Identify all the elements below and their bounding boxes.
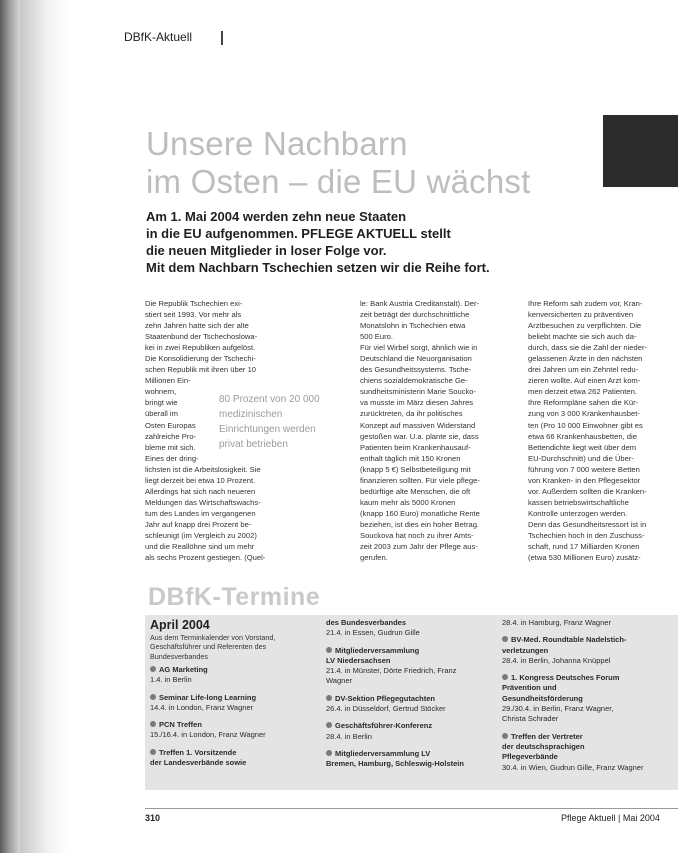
bullet-icon: [326, 750, 332, 756]
book-binding-shadow: [0, 0, 20, 853]
bullet-icon: [326, 647, 332, 653]
text-line: men derzeit etwa 262 Patienten.: [528, 387, 637, 397]
text-line: schleunigt (im Vergleich zu 2002): [145, 530, 257, 540]
event-title: Mitgliederversammlung LV: [335, 748, 431, 758]
section-label: DBfK-Aktuell: [124, 30, 193, 44]
text-line: (knapp 5 €) Selbstbeteiligung mit: [360, 464, 471, 474]
text-line: schen Republik mit ihren über 10: [145, 365, 257, 375]
text-line: Souckova hat noch zu ihrer Amts-: [360, 530, 474, 540]
text-line: zehn Jahren hatte sich der alte: [145, 321, 249, 331]
pullquote-line: medizinischen: [219, 409, 283, 420]
event-detail: 1.4. in Berlin: [150, 675, 192, 685]
text-line: ten (Pro 10 000 Einwohner gibt es: [528, 420, 643, 430]
event-title: 1. Kongress Deutsches Forum: [511, 673, 620, 683]
text-line: enthalt täglich mit 150 Kronen: [360, 453, 461, 463]
body-column-3: [528, 298, 678, 563]
event-title: Prävention und: [502, 683, 557, 693]
text-line: von Kranken- in den Pflegesektor: [528, 475, 641, 485]
termine-column-2: [326, 618, 498, 777]
text-line: Ihre Reformpläne sahen die Kür-: [528, 398, 639, 408]
text-line: Staatenbund der Tschechoslowa-: [145, 332, 258, 342]
event-title: der deutschsprachigen: [502, 741, 585, 751]
lede-line: in die EU aufgenommen. PFLEGE AKTUELL stellt: [146, 226, 451, 241]
text-line: stiert seit 1993. Vor mehr als: [145, 310, 242, 320]
pullquote-line: 80 Prozent von 20 000: [219, 394, 320, 405]
lede-line: Mit dem Nachbarn Tschechien setzen wir die Reihe fort.: [146, 260, 490, 275]
event-detail: 29./30.4. in Berlin, Franz Wagner,: [502, 704, 614, 714]
event-detail: 14.4. in London, Franz Wagner: [150, 702, 254, 712]
text-line: Ihre Reform sah zudem vor, Kran-: [528, 299, 643, 308]
text-line: Deutschland die Neuorganisation: [360, 354, 472, 364]
event-detail: 21.4. in Münster, Dörte Friedrich, Franz: [326, 666, 457, 676]
event-title: AG Marketing: [159, 665, 208, 674]
text-line: beliebt machte sie sich auch da-: [528, 332, 637, 342]
event-detail: 28.4. in Berlin: [326, 731, 372, 741]
text-line: schaft, rund 17 Milliarden Kronen: [528, 542, 640, 552]
text-line: kassen betriebswirtschaftliche: [528, 497, 629, 507]
bullet-icon: [502, 636, 508, 642]
event-title: BV-Med. Roundtable Nadelstich-: [511, 635, 627, 645]
decorative-dark-bar: [603, 115, 678, 187]
event-title: PCN Treffen: [159, 720, 202, 730]
text-line: Arztbesuchen zu verpflichten. Die: [528, 321, 642, 331]
termine-intro-line: Aus dem Terminkalender von Vorstand,: [150, 633, 276, 642]
event-title: Treffen der Vertreter: [511, 731, 583, 741]
event-item: [502, 673, 678, 724]
event-item: [502, 618, 678, 628]
event-title: verletzungen: [502, 645, 549, 655]
text-line: zahlreiche Pro-: [145, 431, 197, 441]
text-line: tum des Landes im vergangenen: [145, 508, 256, 518]
text-line: Millionen Ein-: [145, 376, 191, 386]
text-line: Jahr auf knapp drei Prozent be-: [145, 519, 252, 529]
footer-rule: [145, 808, 678, 809]
text-line: kaum mehr als 5000 Kronen: [360, 497, 456, 507]
bullet-icon: [326, 695, 332, 701]
lede-line: die neuen Mitglieder in loser Folge vor.: [146, 243, 387, 258]
event-item: [502, 732, 678, 773]
text-line: Kontrolle unterzogen werden.: [528, 508, 628, 518]
text-line: Für viel Wirbel sorgt, ähnlich wie in: [360, 343, 478, 353]
event-title: Pflegeverbände: [502, 752, 558, 762]
event-title: Gesundheitsförderung: [502, 693, 583, 703]
text-line: zung von 3 000 Krankenhausbet-: [528, 409, 640, 419]
bullet-icon: [502, 733, 508, 739]
text-line: gerufen.: [360, 553, 388, 563]
text-line: liegt derzeit bei etwa 10 Prozent.: [145, 475, 256, 485]
event-item: [150, 665, 322, 686]
running-footer: Pflege Aktuell | Mai 2004: [561, 813, 660, 823]
text-line: und die Reallöhne sind um mehr: [145, 542, 255, 552]
text-line: beziehen, ist dies ein hoher Betrag.: [360, 519, 480, 529]
bullet-icon: [150, 694, 156, 700]
event-title: DV-Sektion Pflegegutachten: [335, 693, 436, 703]
text-line: zurücktreten, da ihr politisches: [360, 409, 463, 419]
termine-column-3: [502, 618, 678, 780]
event-item: [150, 720, 322, 741]
lede-line: Am 1. Mai 2004 werden zehn neue Staaten: [146, 209, 407, 224]
pull-quote: [219, 392, 359, 452]
text-line: vor. Außerdem sollten die Kranken-: [528, 486, 647, 496]
event-detail: Christa Schrader: [502, 714, 559, 724]
termine-intro-line: Bundesverbandes: [150, 651, 208, 661]
termine-intro-line: Geschäftsführer und Referenten des: [150, 642, 267, 652]
page-curl-shadow: [20, 0, 68, 853]
text-line: als sechs Prozent gestiegen. (Quel-: [145, 553, 266, 563]
text-line: drei Jahren um ein Zehntel redu-: [528, 365, 639, 375]
text-line: Allerdings hat sich nach neueren: [145, 486, 256, 496]
event-item: [326, 646, 498, 687]
text-line: 500 Euro.: [360, 332, 393, 342]
text-line: lichsten ist die Arbeitslosigkeit. Sie: [145, 464, 261, 474]
text-line: des Gesundheitssystems. Tsche-: [360, 365, 472, 375]
page-number: 310: [145, 813, 161, 823]
event-title: Mitgliederversammlung: [335, 645, 420, 655]
event-title: Bremen, Hamburg, Schleswig-Holstein: [326, 759, 464, 769]
termine-heading: DBfK-Termine: [148, 583, 321, 611]
text-line: überall im: [145, 409, 178, 419]
event-item: [326, 721, 498, 742]
event-detail: Wagner: [326, 676, 352, 686]
bullet-icon: [150, 749, 156, 755]
event-detail: 28.4. in Hamburg, Franz Wagner: [502, 618, 611, 627]
text-line: zeit 2003 zum Jahr der Pflege aus-: [360, 542, 478, 552]
pullquote-line: privat betrieben: [219, 439, 288, 450]
title-line: Unsere Nachbarn: [146, 125, 408, 162]
body-column-2: [360, 298, 517, 563]
bullet-icon: [326, 722, 332, 728]
event-item: [326, 749, 498, 770]
text-line: le: Bank Austria Creditanstalt). Der-: [360, 299, 480, 308]
text-line: durch, dass sie die Zahl der nieder-: [528, 343, 648, 353]
text-line: gestoßen war. U.a. plante sie, dass: [360, 431, 479, 441]
title-line: im Osten – die EU wächst: [146, 163, 531, 200]
article-title: [146, 125, 606, 201]
text-line: EU-Durchschnitt) und die Über-: [528, 453, 634, 463]
event-detail: 28.4. in Berlin, Johanna Knüppel: [502, 655, 611, 665]
text-line: bleme mit sich.: [145, 442, 196, 452]
termine-month: April 2004: [150, 618, 210, 632]
text-line: bedürftige alte Menschen, die oft: [360, 486, 471, 496]
text-line: Die Republik Tschechien exi-: [145, 299, 243, 308]
text-line: Tschechien hoch in den Zuschuss-: [528, 530, 645, 540]
text-line: chiens sozialdemokratische Ge-: [360, 376, 468, 386]
text-line: führung von 7 000 weitere Betten: [528, 464, 640, 474]
text-line: Die Konsolidierung der Tschechi-: [145, 354, 256, 364]
event-item: [326, 694, 498, 715]
text-line: Denn das Gesundheitsressort ist in: [528, 519, 647, 529]
text-line: Eines der dring-: [145, 453, 199, 463]
termine-column-1: [150, 665, 322, 775]
text-line: finanzieren sollten. Für viele pflege-: [360, 475, 480, 485]
event-title: Seminar Life-long Learning: [159, 692, 257, 702]
text-line: Konzept auf massiven Widerstand: [360, 420, 476, 430]
event-title: des Bundesverbandes: [326, 618, 407, 627]
text-line: zeit beträgt der durchschnittliche: [360, 310, 470, 320]
event-item: [502, 635, 678, 666]
pullquote-line: Einrichtungen werden: [219, 424, 316, 435]
text-line: Monatslohn in Tschechien etwa: [360, 321, 466, 331]
event-item: [150, 748, 322, 769]
text-line: Osten Europas: [145, 420, 196, 430]
termine-intro: [150, 633, 318, 661]
bullet-icon: [150, 721, 156, 727]
event-title: Geschäftsführer-Konferenz: [335, 721, 433, 731]
event-detail: 30.4. in Wien, Gudrun Gille, Franz Wagner: [502, 762, 644, 772]
text-line: (knapp 160 Euro) monatliche Rente: [360, 508, 480, 518]
text-line: wohnern,: [145, 387, 177, 397]
article-lede: [146, 208, 626, 276]
text-line: (etwa 530 Millionen Euro) zusätz-: [528, 553, 641, 563]
text-line: sundheitsministerin Marie Soucko-: [360, 387, 477, 397]
section-divider: [221, 31, 223, 45]
event-item: [150, 693, 322, 714]
bullet-icon: [502, 674, 508, 680]
event-title: Treffen 1. Vorsitzende: [159, 747, 237, 757]
text-line: Bettendichte liegt weit über dem: [528, 442, 637, 452]
bullet-icon: [150, 666, 156, 672]
text-line: kei in zwei Republiken aufgelöst.: [145, 343, 256, 353]
event-detail: 15./16.4. in London, Franz Wagner: [150, 730, 266, 740]
text-line: va musste im März diesen Jahres: [360, 398, 474, 408]
text-line: Patienten beim Krankenhausauf-: [360, 442, 471, 452]
event-title: der Landesverbände sowie: [150, 758, 247, 768]
text-line: bringt wie: [145, 398, 178, 408]
text-line: Meldungen das Wirtschaftswachs-: [145, 497, 261, 507]
text-line: etwa 66 Krankenhausbetten, die: [528, 431, 637, 441]
event-detail: 26.4. in Düsseldorf, Gertrud Stöcker: [326, 704, 446, 714]
text-line: zieren wollte. Auf einen Arzt kom-: [528, 376, 641, 386]
event-item: [326, 618, 498, 639]
event-title: LV Niedersachsen: [326, 655, 391, 665]
text-line: gelassenen Ärzte in den nächsten: [528, 354, 643, 364]
event-detail: 21.4. in Essen, Gudrun Gille: [326, 628, 420, 638]
text-line: kenversicherten zu präventiven: [528, 310, 634, 320]
